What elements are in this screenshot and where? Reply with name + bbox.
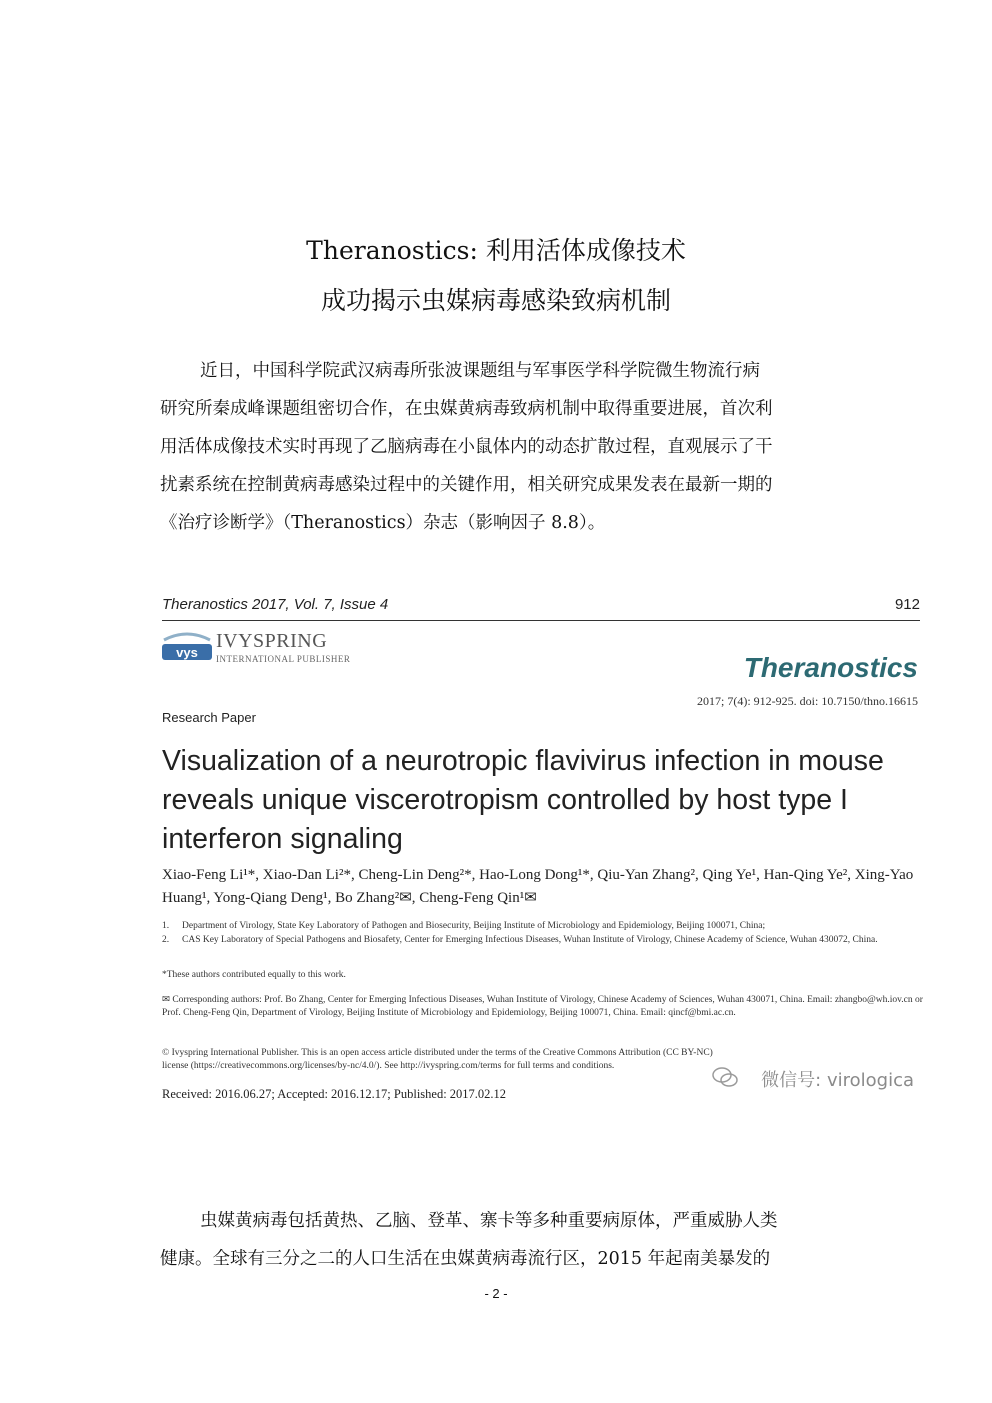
publication-dates: Received: 2016.06.27; Accepted: 2016.12.17; Published: 2017.02.12 <box>162 1087 507 1101</box>
license-text: © Ivyspring International Publisher. This is an open access article distributed under the terms of the Creative Commons Attribution (CC BY-NC) license (https://creativecommons.org/licenses/by-nc/4.0/). See http://ivyspring.com/terms for full terms and conditions. <box>162 1048 713 1071</box>
intro-line: 《治疗诊断学》（Theranostics）杂志（影响因子 8.8）。 <box>160 513 606 533</box>
equal-contribution-note: *These authors contributed equally to this work. <box>162 970 346 980</box>
intro-line: 近日，中国科学院武汉病毒所张波课题组与军事医学科学院微生物流行病 <box>200 361 760 381</box>
paper-title: Visualization of a neurotropic flavivirus infection in mouse reveals unique viscerotropism controlled by host type I interferon signaling <box>162 745 884 855</box>
paper-screenshot-figure <box>150 588 934 1116</box>
svg-text:vys: vys <box>176 645 198 660</box>
header-rule <box>162 620 920 621</box>
affiliation: 1. Department of Virology, State Key Laboratory of Pathogen and Biosecurity, Beijing Institute of Microbiology and Epidemiology, Beijing 100071, China; <box>162 921 766 931</box>
journal-brand: Theranostics <box>743 652 918 683</box>
article-title-line-1: Theranostics: 利用活体成像技术 <box>306 236 686 265</box>
article-title-line-2: 成功揭示虫媒病毒感染致病机制 <box>320 286 671 315</box>
publisher-logo-text: IVYSPRING <box>216 630 328 652</box>
paper-type: Research Paper <box>162 710 256 725</box>
body-line: 虫媒黄病毒包括黄热、乙脑、登革、寨卡等多种重要病原体，严重威胁人类 <box>200 1211 778 1231</box>
intro-line: 扰素系统在控制黄病毒感染过程中的关键作用，相关研究成果发表在最新一期的 <box>160 475 773 495</box>
journal-page-number: 912 <box>894 596 920 613</box>
ivyspring-logo-icon <box>158 630 216 664</box>
wechat-watermark: 微信号: virologica <box>761 1070 914 1091</box>
corresponding-authors: ✉ Corresponding authors: Prof. Bo Zhang, Center for Emerging Infectious Diseases, Wuhan Institute of Virology, Chinese Academy of Sciences, Wuhan 430071, China. Email: zhangbo@wh.iov.cn or Prof. Cheng-Feng Qin, Department of Virology, Beijing Institute of Microbiology and Epidemiology, Beijing 100071, China. Email: qincf@bmi.ac.cn. <box>162 995 923 1018</box>
affiliation: 2. CAS Key Laboratory of Special Pathogens and Biosafety, Center for Emerging Infectious Diseases, Wuhan Institute of Virology, Chinese Academy of Science, Wuhan 430072, China. <box>162 935 878 945</box>
citation-doi: 2017; 7(4): 912-925. doi: 10.7150/thno.16615 <box>697 694 918 708</box>
wechat-icon <box>712 1066 738 1088</box>
intro-paragraph <box>160 352 850 542</box>
author-list: Xiao-Feng Li¹*, Xiao-Dan Li²*, Cheng-Lin Deng²*, Hao-Long Dong¹*, Qiu-Yan Zhang², Qing Ye¹, Han-Qing Ye², Xing-Yao Huang¹, Yong-Qiang Deng¹, Bo Zhang²✉, Cheng-Feng Qin¹✉ <box>162 867 914 906</box>
journal-header: Theranostics 2017, Vol. 7, Issue 4 <box>162 596 389 613</box>
intro-line: 研究所秦成峰课题组密切合作，在虫媒黄病毒致病机制中取得重要进展，首次利 <box>160 399 773 419</box>
publisher-logo-subtitle: INTERNATIONAL PUBLISHER <box>216 654 351 664</box>
page-number: - 2 - <box>484 1286 508 1301</box>
intro-line: 用活体成像技术实时再现了乙脑病毒在小鼠体内的动态扩散过程，直观展示了干 <box>160 437 773 457</box>
body-paragraph <box>160 1202 850 1278</box>
body-line: 健康。全球有三分之二的人口生活在虫媒黄病毒流行区，2015 年起南美暴发的 <box>160 1249 771 1269</box>
